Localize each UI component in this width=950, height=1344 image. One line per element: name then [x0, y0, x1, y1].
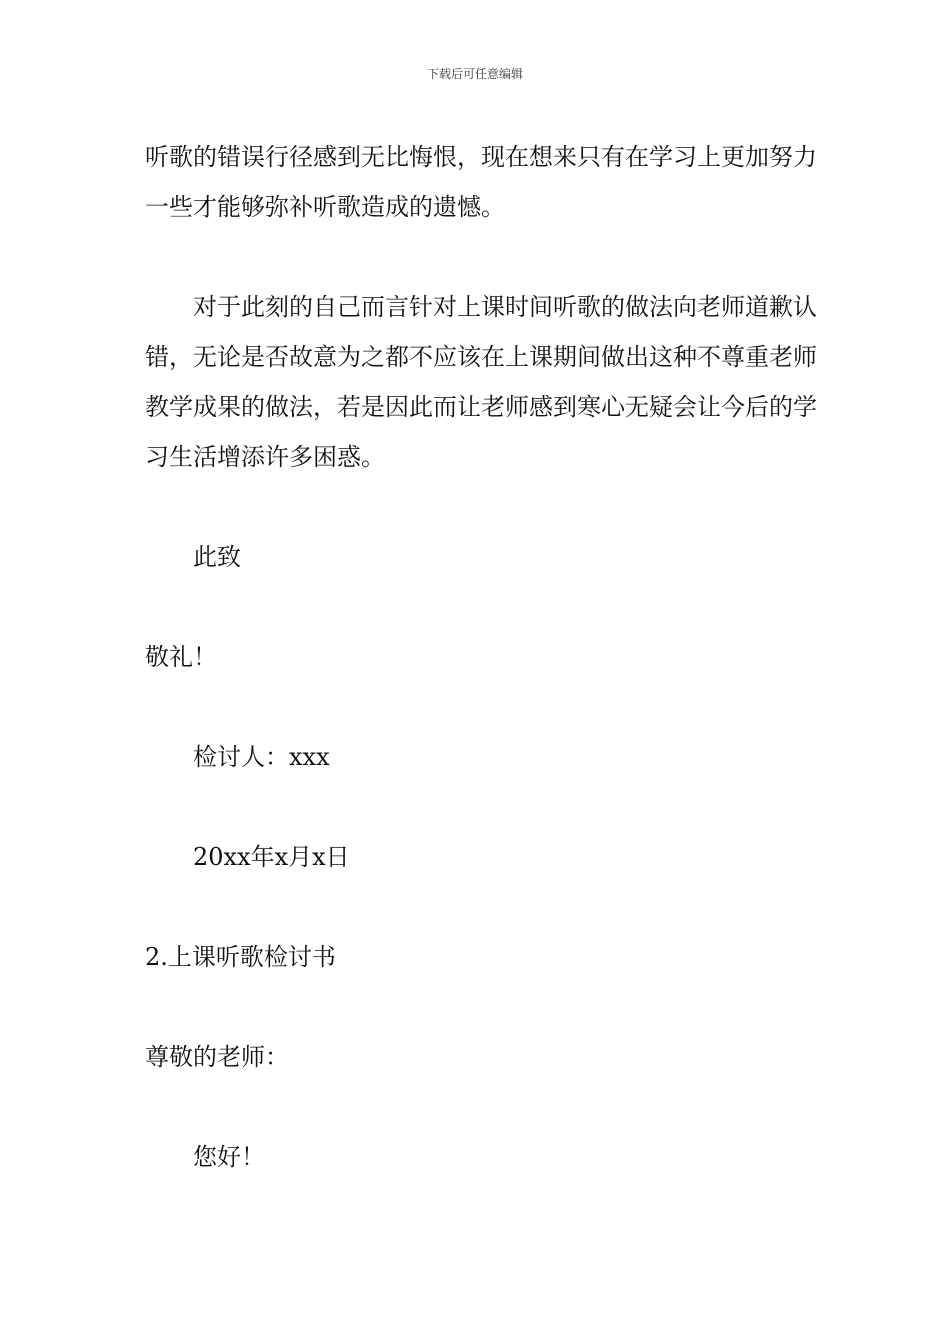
signature-name: 检讨人：xxx	[193, 743, 330, 771]
section-title: 2.上课听歌检讨书	[145, 943, 336, 971]
paragraph-apology: 对于此刻的自己而言针对上课时间听歌的做法向老师道歉认错，无论是否故意为之都不应该在上课期间做出这种不尊重老师教学成果的做法，若是因此而让老师感到寒心无疑会让今后的学习生活增添许多困惑。	[145, 293, 817, 471]
greeting-addressee: 尊敬的老师：	[145, 1043, 289, 1071]
closing-regards: 敬礼！	[145, 643, 217, 671]
greeting-hello: 您好！	[193, 1143, 265, 1171]
document-body	[145, 132, 825, 1182]
signature-date: 20xx年x月x日	[193, 843, 350, 871]
page-header-note: 下载后可任意编辑	[426, 67, 523, 81]
closing-salutation: 此致	[193, 543, 241, 571]
paragraph-continuation: 听歌的错误行径感到无比悔恨，现在想来只有在学习上更加努力一些才能够弥补听歌造成的遗憾。	[145, 143, 817, 221]
